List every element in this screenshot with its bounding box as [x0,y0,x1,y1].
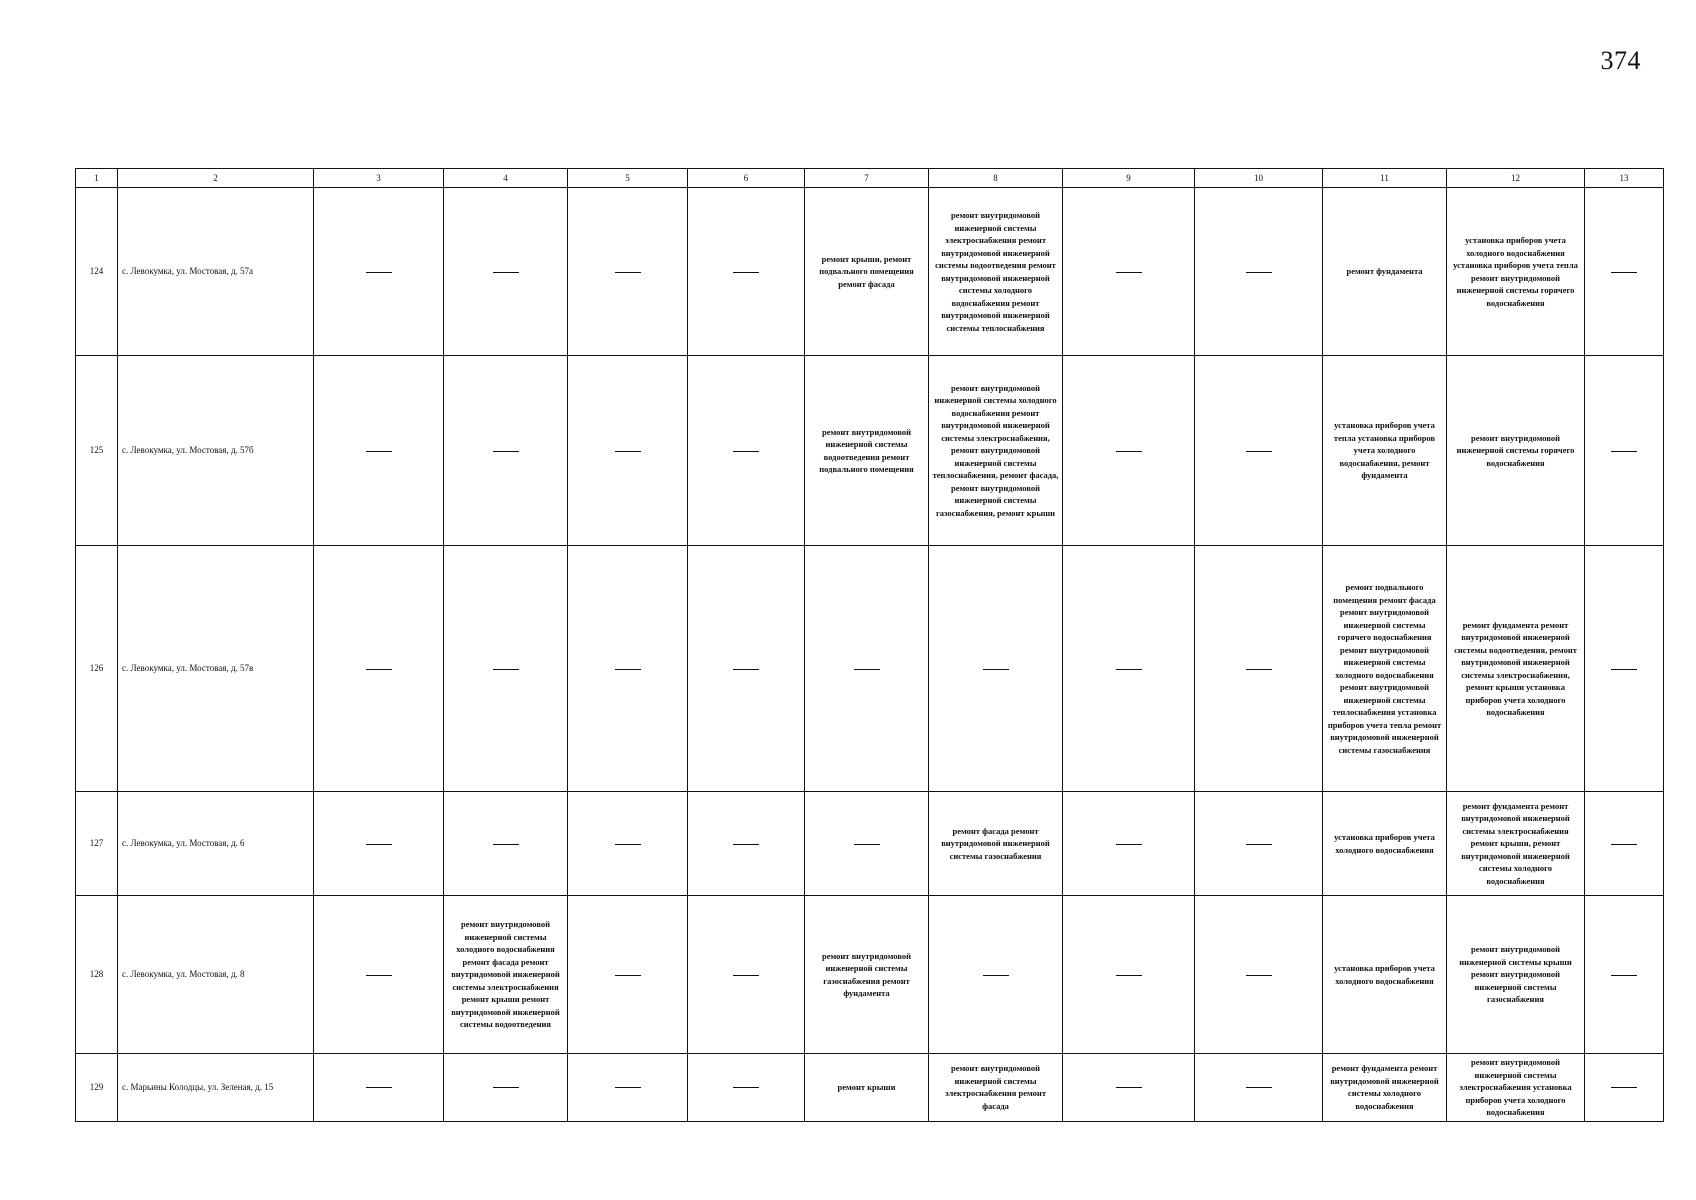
empty-cell [688,188,805,356]
work-cell: установка приборов учета холодного водоснабжения [1323,792,1447,896]
empty-cell [1063,546,1195,792]
dash-mark [1246,1087,1272,1088]
dash-mark [733,1087,759,1088]
work-cell: установка приборов учета холодного водоснабжения установка приборов учета тепла ремонт внутридомовой инженерной системы горячего водоснабжения [1447,188,1585,356]
address-cell: с. Левокумка, ул. Мостовая, д. 57б [118,356,314,546]
empty-cell [1585,792,1664,896]
work-cell: ремонт внутридомовой инженерной системы горячего водоснабжения [1447,356,1585,546]
work-cell: ремонт внутридомовой инженерной системы электроснабжения ремонт внутридомовой инженерной системы водоотведения ремонт внутридомовой инженерной системы холодного водоснабжения ремонт внутридомовой инженерной системы теплоснабжения [929,188,1063,356]
column-number-6: 6 [688,169,805,188]
empty-cell [1195,896,1323,1054]
empty-cell [444,546,568,792]
dash-mark [1116,451,1142,452]
page-number: 374 [1600,46,1641,75]
work-cell: ремонт фундамента ремонт внутридомовой инженерной системы электроснабжения ремонт крыши, ремонт внутридомовой инженерной системы холодного водоснабжения [1447,792,1585,896]
dash-mark [493,272,519,273]
empty-cell [314,1054,444,1122]
dash-mark [1246,975,1272,976]
empty-cell [688,896,805,1054]
table-row [76,792,1664,896]
column-number-3: 3 [314,169,444,188]
empty-cell [1063,1054,1195,1122]
dash-mark [983,975,1009,976]
column-number-12: 12 [1447,169,1585,188]
dash-mark [733,844,759,845]
dash-mark [1611,451,1637,452]
dash-mark [1246,669,1272,670]
dash-mark [1246,451,1272,452]
dash-mark [366,844,392,845]
empty-cell [444,792,568,896]
empty-cell [929,546,1063,792]
row-number: 127 [76,792,118,896]
empty-cell [314,356,444,546]
dash-mark [733,975,759,976]
dash-mark [854,669,880,670]
column-number-11: 11 [1323,169,1447,188]
column-number-8: 8 [929,169,1063,188]
dash-mark [733,272,759,273]
row-number: 128 [76,896,118,1054]
dash-mark [733,451,759,452]
empty-cell [444,356,568,546]
empty-cell [314,546,444,792]
work-cell: установка приборов учета холодного водоснабжения [1323,896,1447,1054]
row-number: 129 [76,1054,118,1122]
empty-cell [444,188,568,356]
dash-mark [1116,669,1142,670]
empty-cell [1195,546,1323,792]
work-cell: ремонт фундамента [1323,188,1447,356]
table-row [76,546,1664,792]
empty-cell [805,792,929,896]
empty-cell [688,356,805,546]
empty-cell [1063,896,1195,1054]
empty-cell [929,896,1063,1054]
empty-cell [1195,1054,1323,1122]
row-number: 124 [76,188,118,356]
row-number: 125 [76,356,118,546]
column-number-13: 13 [1585,169,1664,188]
dash-mark [615,272,641,273]
empty-cell [1585,1054,1664,1122]
work-cell: ремонт подвального помещения ремонт фасада ремонт внутридомовой инженерной системы горячего водоснабжения ремонт внутридомовой инженерной системы холодного водоснабжения ремонт внутридомовой инженерной системы теплоснабжения установка приборов учета тепла ремонт внутридомовой инженерной системы газоснабжения [1323,546,1447,792]
empty-cell [1195,188,1323,356]
work-cell: ремонт внутридомовой инженерной системы крыши ремонт внутридомовой инженерной системы газоснабжения [1447,896,1585,1054]
table-row [76,1054,1664,1122]
dash-mark [733,669,759,670]
repair-schedule-table [75,168,1664,1122]
dash-mark [1611,975,1637,976]
dash-mark [1116,975,1142,976]
empty-cell [444,1054,568,1122]
work-cell: ремонт внутридомовой инженерной системы холодного водоснабжения ремонт внутридомовой инженерной системы электроснабжения, ремонт внутридомовой инженерной системы теплоснабжения, ремонт фасада, ремонт внутридомовой инженерной системы газоснабжения, ремонт крыши [929,356,1063,546]
table-row [76,356,1664,546]
column-number-5: 5 [568,169,688,188]
table-row [76,188,1664,356]
empty-cell [568,896,688,1054]
empty-cell [1195,792,1323,896]
empty-cell [314,896,444,1054]
empty-cell [688,1054,805,1122]
address-cell: с. Левокумка, ул. Мостовая, д. 57в [118,546,314,792]
dash-mark [493,451,519,452]
work-cell: ремонт крыши [805,1054,929,1122]
dash-mark [615,844,641,845]
column-number-10: 10 [1195,169,1323,188]
dash-mark [493,844,519,845]
dash-mark [493,669,519,670]
dash-mark [615,975,641,976]
address-cell: с. Левокумка, ул. Мостовая, д. 6 [118,792,314,896]
dash-mark [366,272,392,273]
column-number-row [76,169,1664,188]
dash-mark [1116,272,1142,273]
dash-mark [493,1087,519,1088]
empty-cell [1585,546,1664,792]
column-number-4: 4 [444,169,568,188]
work-cell: ремонт фасада ремонт внутридомовой инженерной системы газоснабжения [929,792,1063,896]
dash-mark [1116,844,1142,845]
dash-mark [983,669,1009,670]
column-number-1: 1 [76,169,118,188]
dash-mark [1611,669,1637,670]
empty-cell [568,546,688,792]
dash-mark [615,1087,641,1088]
empty-cell [1195,356,1323,546]
dash-mark [1611,272,1637,273]
column-number-7: 7 [805,169,929,188]
empty-cell [1063,188,1195,356]
dash-mark [366,1087,392,1088]
address-cell: с. Марьины Колодцы, ул. Зеленая, д. 15 [118,1054,314,1122]
empty-cell [805,546,929,792]
work-cell: ремонт внутридомовой инженерной системы газоснабжения ремонт фундамента [805,896,929,1054]
work-cell: ремонт фундамента ремонт внутридомовой инженерной системы водоотведения, ремонт внутридомовой инженерной системы электроснабжения, ремонт крыши установка приборов учета холодного водоснабжения [1447,546,1585,792]
address-cell: с. Левокумка, ул. Мостовая, д. 8 [118,896,314,1054]
work-cell: ремонт крыши, ремонт подвального помещения ремонт фасада [805,188,929,356]
dash-mark [615,451,641,452]
empty-cell [1063,792,1195,896]
work-cell: ремонт внутридомовой инженерной системы холодного водоснабжения ремонт фасада ремонт внутридомовой инженерной системы электроснабжения ремонт крыши ремонт внутридомовой инженерной системы водоотведения [444,896,568,1054]
table-body [76,188,1664,1122]
row-number: 126 [76,546,118,792]
dash-mark [615,669,641,670]
empty-cell [314,792,444,896]
dash-mark [854,844,880,845]
dash-mark [366,669,392,670]
dash-mark [1246,272,1272,273]
empty-cell [568,792,688,896]
empty-cell [688,546,805,792]
empty-cell [1585,896,1664,1054]
column-number-2: 2 [118,169,314,188]
work-cell: ремонт фундамента ремонт внутридомовой инженерной системы холодного водоснабжения [1323,1054,1447,1122]
dash-mark [1611,1087,1637,1088]
empty-cell [1585,356,1664,546]
empty-cell [1585,188,1664,356]
empty-cell [568,1054,688,1122]
work-cell: установка приборов учета тепла установка приборов учета холодного водоснабжения, ремонт фундамента [1323,356,1447,546]
work-cell: ремонт внутридомовой инженерной системы электроснабжения ремонт фасада [929,1054,1063,1122]
work-cell: ремонт внутридомовой инженерной системы электроснабжения установка приборов учета холодного водоснабжения [1447,1054,1585,1122]
dash-mark [366,975,392,976]
empty-cell [688,792,805,896]
address-cell: с. Левокумка, ул. Мостовая, д. 57а [118,188,314,356]
empty-cell [568,356,688,546]
empty-cell [1063,356,1195,546]
dash-mark [366,451,392,452]
table-row [76,896,1664,1054]
dash-mark [1611,844,1637,845]
work-cell: ремонт внутридомовой инженерной системы водоотведения ремонт подвального помещения [805,356,929,546]
column-number-9: 9 [1063,169,1195,188]
dash-mark [1116,1087,1142,1088]
empty-cell [568,188,688,356]
dash-mark [1246,844,1272,845]
empty-cell [314,188,444,356]
